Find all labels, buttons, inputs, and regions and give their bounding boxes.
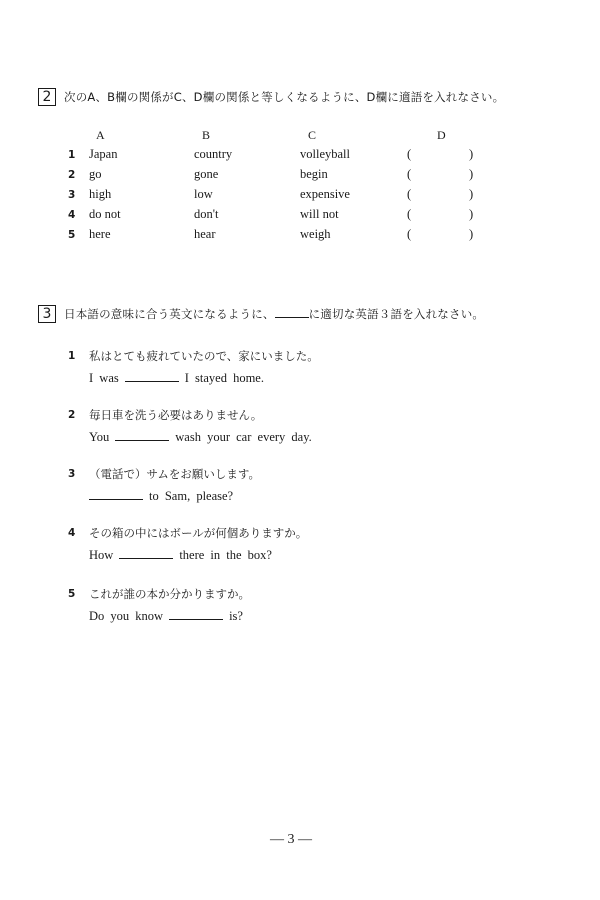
sentence-before: I was bbox=[89, 371, 119, 385]
answer-paren-open: ( bbox=[407, 207, 412, 221]
sentence-before: Do you know bbox=[89, 609, 164, 623]
japanese-sentence: 私はとても疲れていたので、家にいました。 bbox=[89, 349, 319, 363]
japanese-sentence: 毎日車を洗う必要はありません。 bbox=[89, 408, 263, 422]
cell-c: will not bbox=[300, 207, 339, 221]
sentence-before: You bbox=[89, 430, 110, 444]
cell-c: begin bbox=[300, 167, 328, 181]
sentence-before: How bbox=[89, 548, 114, 562]
sentence-after: is? bbox=[229, 609, 243, 623]
item-number: 4 bbox=[68, 527, 76, 539]
instruction-before: 日本語の意味に合う英文になるように、 bbox=[64, 307, 275, 321]
page-number: — 3 — bbox=[270, 832, 312, 847]
column-header-d: D bbox=[437, 128, 446, 142]
cell-a: do not bbox=[89, 207, 121, 221]
cell-b: country bbox=[194, 147, 233, 161]
row-number: 5 bbox=[68, 229, 76, 241]
answer-paren-close: ) bbox=[469, 187, 474, 201]
instruction-after: に適切な英語３語を入れなさい。 bbox=[308, 307, 485, 321]
answer-paren-open: ( bbox=[407, 147, 412, 161]
answer-blank[interactable] bbox=[119, 546, 173, 559]
cell-a: Japan bbox=[89, 147, 118, 161]
cell-a: here bbox=[89, 227, 111, 241]
section3-instruction bbox=[64, 306, 484, 322]
cell-c: expensive bbox=[300, 187, 350, 201]
japanese-sentence: これが誰の本か分かりますか。 bbox=[89, 587, 250, 601]
answer-paren-open: ( bbox=[407, 187, 412, 201]
answer-paren-close: ) bbox=[469, 227, 474, 241]
cell-b: don't bbox=[194, 207, 219, 221]
cell-a: go bbox=[89, 167, 102, 181]
section2-instruction: 次のA、B欄の関係がC、D欄の関係と等しくなるように、D欄に適語を入れなさい。 bbox=[64, 90, 505, 104]
answer-blank[interactable] bbox=[115, 428, 169, 441]
column-header-c: C bbox=[308, 128, 317, 142]
answer-blank[interactable] bbox=[125, 369, 179, 382]
row-number: 3 bbox=[68, 189, 76, 201]
answer-paren-open: ( bbox=[407, 167, 412, 181]
sentence-after: there in the box? bbox=[179, 548, 272, 562]
japanese-sentence: （電話で）サムをお願いします。 bbox=[89, 467, 261, 481]
column-header-b: B bbox=[202, 128, 211, 142]
answer-paren-open: ( bbox=[407, 227, 412, 241]
column-header-a: A bbox=[96, 128, 105, 142]
english-sentence bbox=[89, 607, 243, 624]
answer-blank[interactable] bbox=[89, 487, 143, 500]
item-number: 2 bbox=[68, 409, 76, 421]
english-sentence bbox=[89, 369, 264, 386]
instruction-blank-line bbox=[275, 306, 309, 318]
sentence-after: wash your car every day. bbox=[175, 430, 312, 444]
item-number: 1 bbox=[68, 350, 76, 362]
answer-paren-close: ) bbox=[469, 167, 474, 181]
row-number: 4 bbox=[68, 209, 76, 221]
answer-paren-close: ) bbox=[469, 207, 474, 221]
cell-b: gone bbox=[194, 167, 219, 181]
english-sentence bbox=[89, 546, 272, 563]
english-sentence bbox=[89, 487, 233, 504]
question-number-3: 3 bbox=[38, 305, 56, 323]
cell-b: low bbox=[194, 187, 213, 201]
cell-c: volleyball bbox=[300, 147, 350, 161]
sentence-after: I stayed home. bbox=[184, 371, 264, 385]
item-number: 3 bbox=[68, 468, 76, 480]
cell-b: hear bbox=[194, 227, 216, 241]
row-number: 2 bbox=[68, 169, 76, 181]
answer-blank[interactable] bbox=[169, 607, 223, 620]
item-number: 5 bbox=[68, 588, 76, 600]
english-sentence bbox=[89, 428, 312, 445]
japanese-sentence: その箱の中にはボールが何個ありますか。 bbox=[89, 526, 308, 540]
row-number: 1 bbox=[68, 149, 76, 161]
sentence-after: to Sam, please? bbox=[149, 489, 234, 503]
question-number-2: 2 bbox=[38, 88, 56, 106]
answer-paren-close: ) bbox=[469, 147, 474, 161]
cell-a: high bbox=[89, 187, 112, 201]
cell-c: weigh bbox=[300, 227, 331, 241]
